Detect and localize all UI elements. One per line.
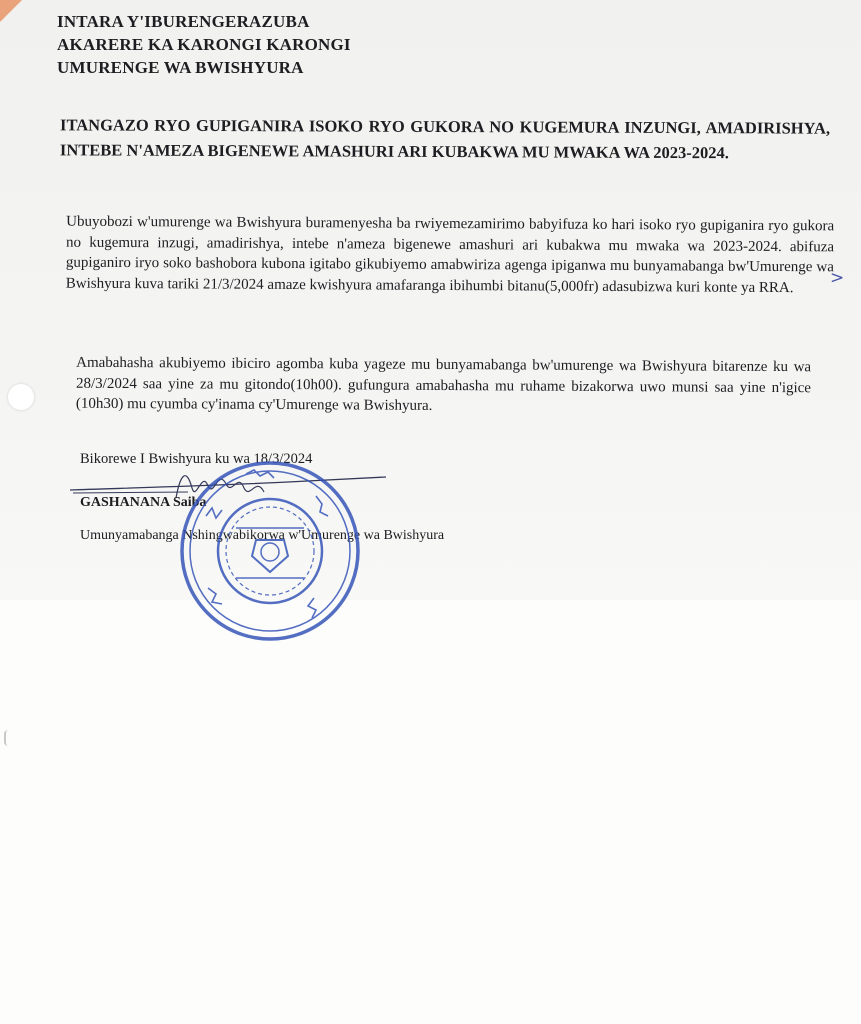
punch-hole [8,384,34,410]
notice-title: ITANGAZO RYO GUPIGANIRA ISOKO RYO GUKORA NO KUGEMURA INZUNGI, AMADIRISHYA, INTEBE N'AMEZA BIGENEWE AMASHURI ARI KUBAKWA MU MWAKA WA 2023-2024. [59,115,831,163]
letterhead-sector: UMURENGE WA BWISHYURA [57,58,304,77]
signatory-name: GASHANANA Saiba [80,495,207,510]
signature-date-line: Bikorewe I Bwishyura ku wa 18/3/2024 [80,451,313,467]
official-seal-icon [176,456,364,646]
handwritten-arrow-mark: > [830,268,845,288]
notice-paragraph-2: Amabahasha akubiyemo ibiciro agomba kuba yageze mu bunyamabanga bw'umurenge wa Bwishyura bitarenze ku wa 28/3/2024 saa yine za mu gitondo(10h00). gufungura amabahasha mu ruhame bizakorwa uwo munsi saa yine n'igice (10h30) mu cyumba cy'inama cy'Umurenge wa Bwishyura. [75,354,812,414]
edge-smudge [4,730,12,746]
letterhead-province: INTARA Y'IBURENGERAZUBA [57,12,310,31]
notice-paragraph-1: Ubuyobozi w'umurenge wa Bwishyura buramenyesha ba rwiyemezamirimo babyifuza ko hari isoko ryo gupiganira ryo gukora no kugemura inzugi, amadirishya, intebe n'ameza bigenewe amashuri ari kubakwa mu mwaka wa 2023-2024. abifuza gupiganiro iryo soko bashobora kubona igitabo gikubiyemo amabwiriza agenga ipiganwa mu bunyamabanga bw'Umurenge wa Bwishyura kuva tariki 21/3/2024 amaze kwishyura amafaranga ibihumbi bitanu(5,000fr) adasubizwa kuri konte ya RRA. [65,213,835,296]
letterhead-district: AKARERE KA KARONGI KARONGI [57,35,351,54]
letterhead [57,10,351,79]
corner-color-mark [0,0,22,22]
signatory-role: Umunyamabanga Nshingwabikorwa w'Umurenge wa Bwishyura [80,528,445,543]
